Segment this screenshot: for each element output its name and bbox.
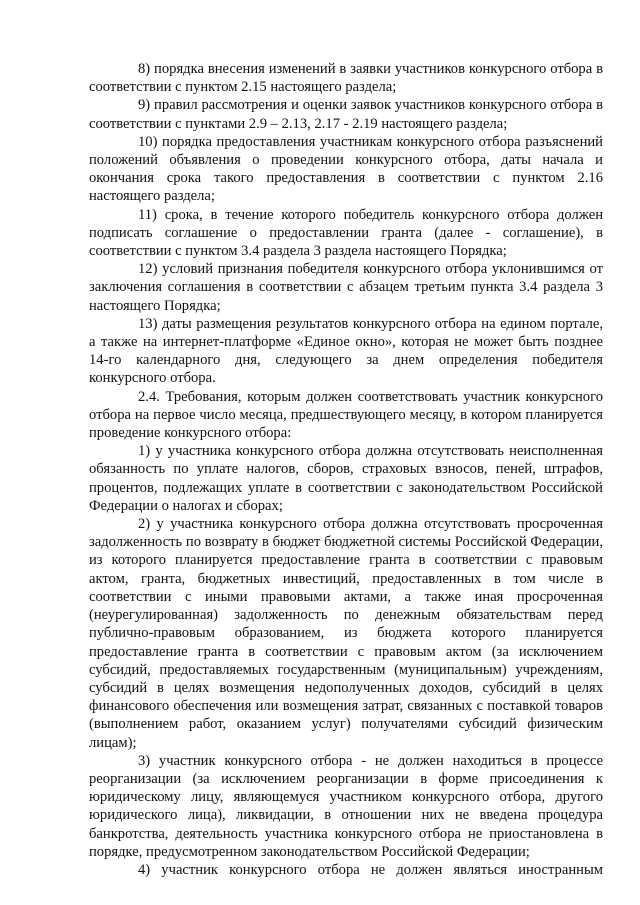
paragraph-requirement-2: 2) у участника конкурсного отбора должна отсутствовать просроченная задолженность по возврату в бюджет бюджетной системы Российской Федерации, из которого планируется предоставление гранта в соответствии с правовым актом, гранта, бюджетных инвестиций, предоставленных в том числе в соответствии с иными правовыми актами, а также иная просроченная (неурегулированная) задолженность по денежным обязательствам перед публично-правовым образованием, из бюджета которого планируется предоставление гранта в соответствии с правовым актом (за исключением субсидий, предоставляемых государственным (муниципальным) учреждениям, субсидий в целях возмещения недополученных доходов, субсидий в целях финансового обеспечения или возмещения затрат, связанных с поставкой товаров (выполнением работ, оказанием услуг) получателями субсидий физическим лицам); xyxy=(89,516,603,751)
paragraph-requirement-4: 4) участник конкурсного отбора не должен являться иностранным xyxy=(138,861,603,878)
paragraph-requirement-3: 3) участник конкурсного отбора - не должен находиться в процессе реорганизации (за исключением реорганизации в форме присоединения к юридическому лицу, являющемуся участником конкурсного отбора, другого юридического лица), ликвидации, в отношении них не введена процедура банкротства, деятельность участника конкурсного отбора не приостановлена в порядке, предусмотренном законодательством Российской Федерации; xyxy=(89,752,603,860)
paragraph-item-8: 8) порядка внесения изменений в заявки участников конкурсного отбора в соответствии с пунктом 2.15 настоящего раздела; xyxy=(89,61,603,96)
paragraph-requirement-1: 1) у участника конкурсного отбора должна отсутствовать неисполненная обязанность по уплате налогов, сборов, страховых взносов, пеней, штрафов, процентов, подлежащих уплате в соответствии с законодательством Российской Федерации о налогах и сборах; xyxy=(89,443,603,514)
paragraph-section-2-4: 2.4. Требования, которым должен соответствовать участник конкурсного отбора на первое число месяца, предшествующего месяцу, в котором планируется проведение конкурсного отбора: xyxy=(89,388,603,442)
document-page xyxy=(89,60,603,879)
paragraph-item-13: 13) даты размещения результатов конкурсного отбора на едином портале, а также на интернет-платформе «Единое окно», которая не может быть позднее 14-го календарного дня, следующего за днем определения победителя конкурсного отбора. xyxy=(89,315,603,387)
paragraph-item-9: 9) правил рассмотрения и оценки заявок участников конкурсного отбора в соответствии с пунктами 2.9 – 2.13, 2.17 - 2.19 настоящего раздела; xyxy=(89,97,603,132)
paragraph-item-11: 11) срока, в течение которого победитель конкурсного отбора должен подписать соглашение о предоставлении гранта (далее - соглашение), в соответствии с пунктом 3.4 раздела 3 раздела настоящего Порядка; xyxy=(89,206,603,260)
paragraph-item-12: 12) условий признания победителя конкурсного отбора уклонившимся от заключения соглашения в соответствии с абзацем третьим пункта 3.4 раздела 3 настоящего Порядка; xyxy=(89,261,603,314)
paragraph-item-10: 10) порядка предоставления участникам конкурсного отбора разъяснений положений объявления о проведении конкурсного отбора, даты начала и окончания срока такого предоставления в соответствии с пунктом 2.16 настоящего раздела; xyxy=(89,133,603,205)
